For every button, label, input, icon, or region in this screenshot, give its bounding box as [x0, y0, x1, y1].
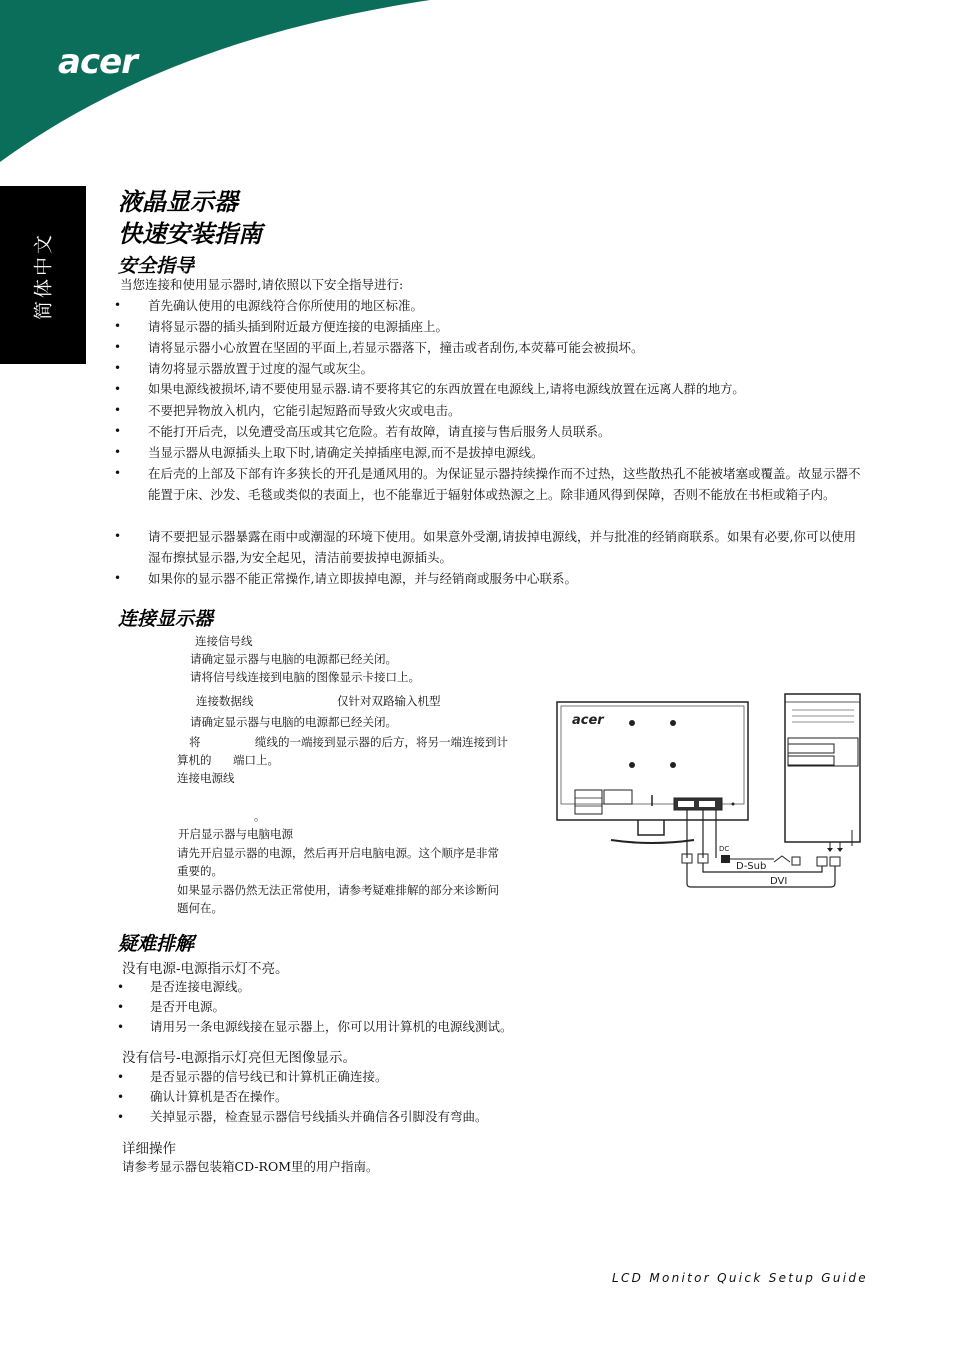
connect-heading: 连接显示器 — [118, 608, 214, 630]
no-signal-item: 是否显示器的信号线已和计算机正确连接。 — [150, 1069, 388, 1084]
connect-text: 请将信号线连接到电脑的图像显示卡接口上。 — [190, 670, 420, 684]
doc-title-line2: 快速安装指南 — [118, 220, 262, 248]
bullet: • — [114, 298, 122, 312]
bullet: • — [114, 466, 122, 480]
connect-step: 连接信号线 — [195, 634, 253, 648]
no-signal-item: 确认计算机是否在操作。 — [150, 1089, 288, 1104]
safety-item: 当显示器从电源插头上取下时,请确定关掉插座电源,而不是拔掉电源线。 — [148, 445, 544, 460]
no-power-item: 是否开电源。 — [150, 999, 226, 1014]
no-power-item: 是否连接电源线。 — [150, 979, 251, 994]
doc-title-line1: 液晶显示器 — [118, 188, 238, 216]
bullet: • — [114, 424, 122, 438]
bullet: • — [114, 529, 122, 543]
bullet: • — [117, 1070, 125, 1084]
safety-item: 首先确认使用的电源线符合你所使用的地区标准。 — [148, 298, 424, 313]
connect-text: 。 — [254, 809, 266, 823]
bullet: • — [117, 1110, 125, 1124]
diagram-dvi-label: DVI — [770, 876, 788, 887]
connect-text: 端口上。 — [233, 753, 279, 767]
safety-item: 请不要把显示器暴露在雨中或潮湿的环境下使用。如果意外受潮,请拔掉电源线，并与批准的经销商联系。如果有必要,你可以使用湿布擦拭显示器,为安全起见，清洁前要拔掉电源插头。 — [148, 529, 856, 565]
diagram-logo: acer — [572, 713, 604, 728]
safety-item: 不要把异物放入机内，它能引起短路而导致火灾或电击。 — [148, 403, 461, 418]
bullet: • — [114, 382, 122, 396]
connect-step: 连接数据线 — [196, 694, 254, 708]
acer-logo: acer — [58, 42, 137, 82]
safety-item: 在后壳的上部及下部有许多狭长的开孔是通风用的。为保证显示器持续操作而不过热，这些散热孔不能被堵塞或覆盖。故显示器不能置于床、沙发、毛毯或类似的表面上，也不能靠近于辐射体或热源之上。除非通风得到保障，否则不能放在书柜或箱子内。 — [148, 466, 861, 502]
diagram-dsub-label: D-Sub — [736, 861, 767, 872]
bullet: • — [114, 361, 122, 375]
connect-text: 缆线的一端接到显示器的后方，将另一端连接到计 — [255, 735, 508, 749]
no-signal-item: 关掉显示器，检查显示器信号线插头并确信各引脚没有弯曲。 — [150, 1109, 488, 1124]
details-text: 请参考显示器包装箱CD-ROM里的用户指南。 — [122, 1159, 379, 1174]
safety-item: 请将显示器的插头插到附近最方便连接的电源插座上。 — [148, 319, 449, 334]
connection-diagram — [556, 690, 866, 890]
connect-step: 连接电源线 — [177, 771, 235, 785]
connect-text: 重要的。 — [177, 864, 223, 878]
connect-text: 请先开启显示器的电源，然后再开启电脑电源。这个顺序是非常 — [177, 846, 499, 860]
connect-text: 请确定显示器与电脑的电源都已经关闭。 — [190, 715, 397, 729]
safety-intro: 当您连接和使用显示器时,请依照以下安全指导进行: — [120, 277, 404, 292]
bullet: • — [114, 340, 122, 354]
connect-note: 仅针对双路输入机型 — [337, 694, 441, 708]
safety-item: 请将显示器小心放置在坚固的平面上,若显示器落下，撞击或者刮伤,本荧幕可能会被损坏。 — [148, 340, 644, 355]
connect-step: 开启显示器与电脑电源 — [178, 827, 293, 841]
bullet: • — [114, 403, 122, 417]
bullet: • — [114, 445, 122, 459]
bullet: • — [117, 1020, 125, 1034]
header-swoosh — [0, 0, 954, 170]
footer-guide-title: LCD Monitor Quick Setup Guide — [612, 1271, 868, 1285]
safety-heading: 安全指导 — [118, 255, 195, 277]
details-title: 详细操作 — [122, 1141, 176, 1157]
bullet: • — [117, 980, 125, 994]
diagram-dc-label: DC — [719, 845, 730, 853]
safety-item: 不能打开后壳，以免遭受高压或其它危险。若有故障，请直接与售后服务人员联系。 — [148, 424, 611, 439]
bullet: • — [117, 1090, 125, 1104]
no-power-title: 没有电源-电源指示灯不亮。 — [122, 961, 289, 977]
safety-item: 如果电源线被损坏,请不要使用显示器.请不要将其它的东西放置在电源线上,请将电源线放置在远离人群的地方。 — [148, 382, 745, 396]
connect-text: 算机的 — [177, 753, 212, 767]
no-power-item: 请用另一条电源线接在显示器上，你可以用计算机的电源线测试。 — [150, 1019, 513, 1034]
bullet: • — [114, 319, 122, 333]
connect-text: 题何在。 — [177, 901, 223, 915]
connect-text: 如果显示器仍然无法正常使用，请参考疑难排解的部分来诊断问 — [177, 883, 499, 897]
safety-item: 如果你的显示器不能正常操作,请立即拔掉电源，并与经销商或服务中心联系。 — [148, 571, 577, 586]
connect-text: 请确定显示器与电脑的电源都已经关闭。 — [190, 652, 397, 666]
no-signal-title: 没有信号-电源指示灯亮但无图像显示。 — [122, 1050, 357, 1066]
connect-text: 将 — [189, 735, 201, 749]
bullet: • — [114, 571, 122, 585]
safety-item: 请勿将显示器放置于过度的湿气或灰尘。 — [148, 361, 374, 376]
troubleshoot-heading: 疑难排解 — [118, 933, 195, 955]
language-tab-label: 简体中文 — [32, 231, 55, 321]
bullet: • — [117, 1000, 125, 1014]
